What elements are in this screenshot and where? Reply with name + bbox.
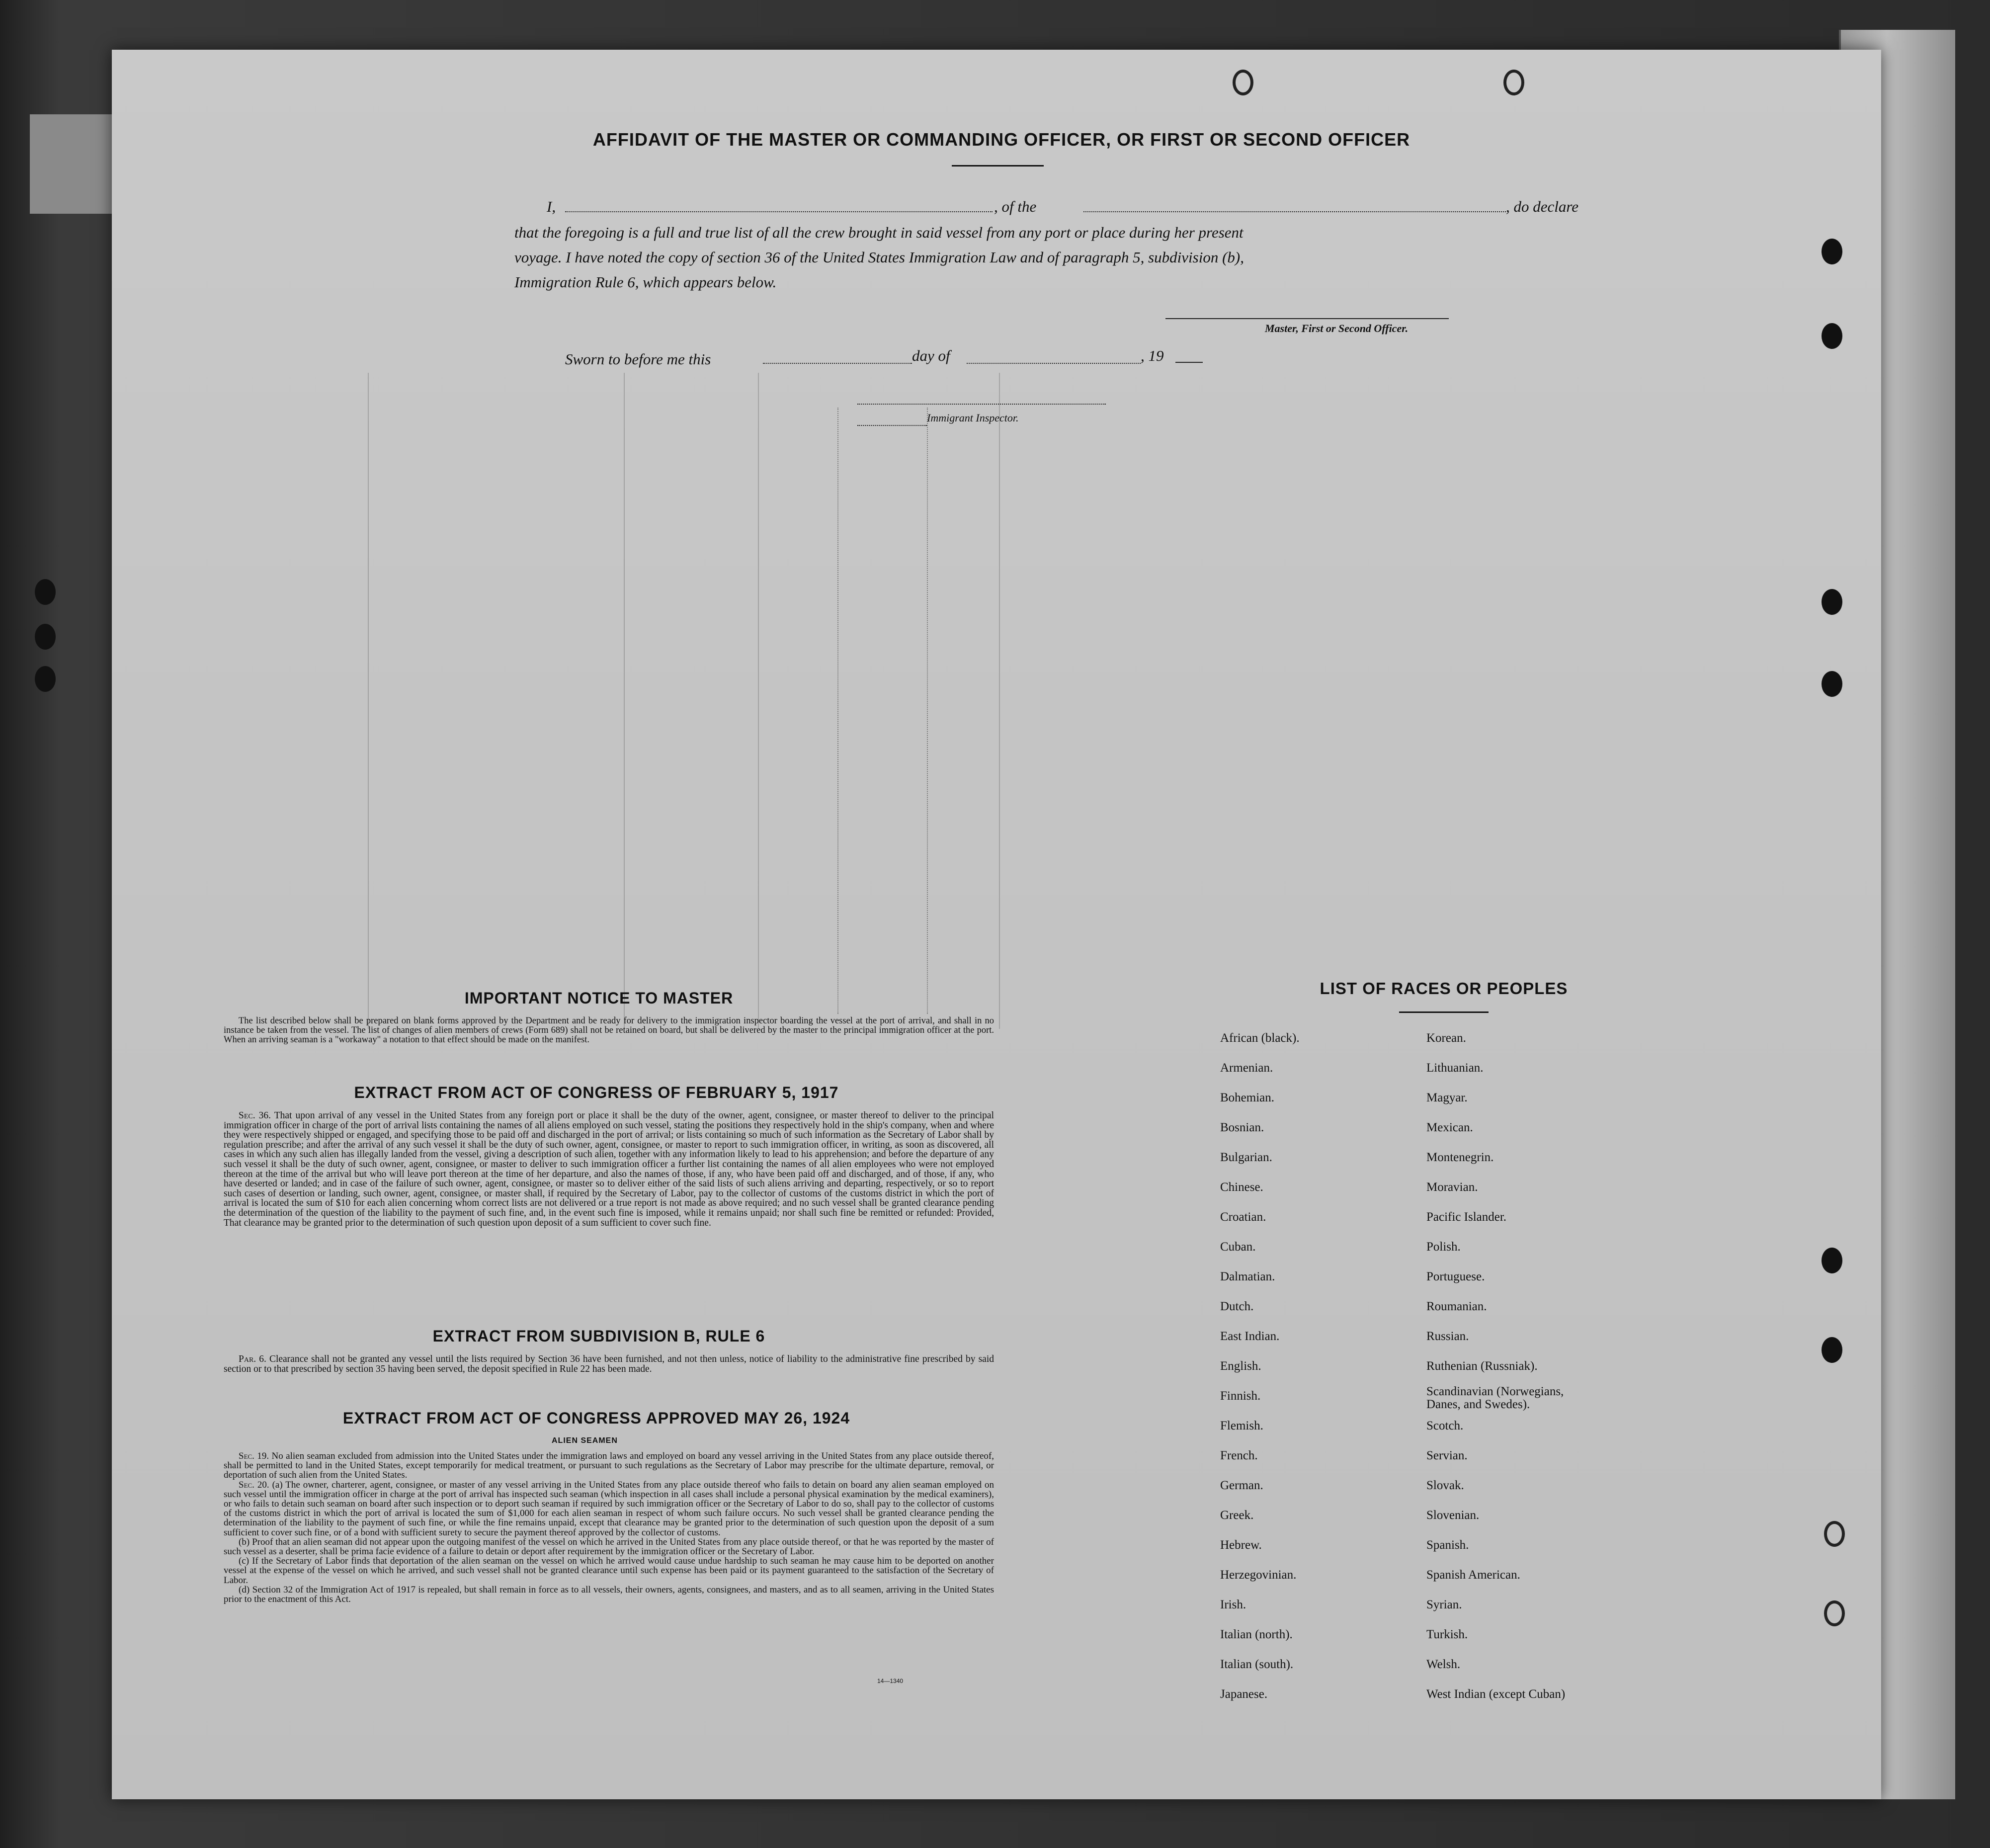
signature-line[interactable] [1165,318,1449,319]
section-lead: Sec. 19. [239,1451,269,1461]
punch-hole [1822,239,1842,264]
clause-lead: (c) [239,1556,249,1567]
paragraph-lead: Par. 6. [239,1354,266,1364]
race-item: Spanish. [1426,1538,1469,1552]
race-item: Spanish American. [1426,1568,1520,1582]
affidavit-body-line: Immigration Rule 6, which appears below. [514,273,777,291]
race-item: Japanese. [1220,1687,1268,1701]
race-item: Bulgarian. [1220,1151,1272,1164]
affidavit-body-line: that the foregoing is a full and true list of all the crew brought in said vessel from any port or place during her present [514,224,1244,241]
name-field-line[interactable] [565,211,993,212]
race-item: Herzegovinian. [1220,1568,1297,1582]
punch-hole [1822,1248,1842,1273]
race-item: Chinese. [1220,1180,1263,1194]
extract-rule6-title: EXTRACT FROM SUBDIVISION B, RULE 6 [432,1327,765,1345]
affidavit-i: I, [547,198,556,215]
affidavit-title: AFFIDAVIT OF THE MASTER OR COMMANDING OFFICER, OR FIRST OR SECOND OFFICER [592,129,1410,150]
section-19-text: No alien seaman excluded from admission into the United States under the immigration laws and employed on board any vessel arriving in the United States from any place outside thereof, shall be permitted to land in the United States, except temporarily for medical treatment, or pursuant to such regulations as the Secretary of Labor may prescribe for the ultimate departure, removal, or deportation of such alien from the United States. [224,1451,994,1481]
race-item: English. [1220,1359,1261,1373]
race-item: Irish. [1220,1598,1246,1611]
race-item: East Indian. [1220,1330,1280,1343]
inspector-short-line [857,425,927,426]
race-item: Cuban. [1220,1240,1256,1254]
bleed-through-rule [927,408,928,1014]
race-item: Pacific Islander. [1426,1210,1507,1224]
punch-hole [1824,1600,1845,1626]
binder-hole [35,579,56,605]
section-20c-text: If the Secretary of Labor finds that deportation of the alien seaman on the vessel on which he arrived would cause undue hardship to such seaman he may cause him to be deported on another vessel at the expense of the vessel on which he arrived, and such vessel shall not be granted clearance until such expense has been paid or its payment guaranteed to the satisfaction of the Secretary of Labor. [224,1556,995,1586]
race-item: Magyar. [1426,1091,1468,1104]
notice-text [224,1016,994,1044]
sworn-day-field[interactable] [763,363,912,364]
clause-lead: (b) [239,1536,250,1547]
race-item: Finnish. [1220,1389,1261,1403]
punch-hole [1822,671,1842,697]
race-item: Slovak. [1426,1479,1464,1492]
extract-1924-body [224,1451,994,1604]
race-item: Moravian. [1426,1180,1478,1194]
race-item: Ruthenian (Russniak). [1426,1359,1538,1373]
race-item: African (black). [1220,1031,1300,1045]
punch-hole [1822,323,1842,349]
race-item: Welsh. [1426,1658,1461,1671]
rule6-text: Clearance shall not be granted any vessel until the lists required by Section 36 have been furnished, and not then unless, notice of liability to the administrative fine prescribed by said section or to that prescribed by section 35 having been served, the deposit specified in Rule 22 has been made. [224,1354,994,1374]
race-item: Scandinavian (Norwegians, Danes, and Swedes). [1426,1385,1564,1411]
race-item: Dalmatian. [1220,1270,1275,1283]
vessel-field-line[interactable] [1083,211,1506,212]
race-item: Russian. [1426,1330,1469,1343]
title-underline [952,165,1044,167]
race-item: Mexican. [1426,1121,1473,1134]
punch-hole [1824,1521,1845,1547]
extract-1924-title: EXTRACT FROM ACT OF CONGRESS APPROVED MAY 26, 1924 [342,1409,850,1427]
affidavit-of-the: , of the [994,198,1037,215]
alien-seamen-subtitle: ALIEN SEAMEN [552,1436,618,1445]
sworn-prefix: Sworn to before me this [565,350,711,368]
signature-caption: Master, First or Second Officer. [1265,322,1409,335]
bleed-through-rule [999,373,1000,1029]
race-item: Servian. [1426,1449,1468,1462]
inspector-signature-line[interactable] [857,404,1106,405]
section-36-text: That upon arrival of any vessel in the United States from any foreign port or place it shall be the duty of the owner, agent, consignee, or master thereof to deliver to the principal immigration officer in charge of the port of arrival lists containing the names of all aliens employed on such vessel, stating the positions they respectively hold in the ship's company, when and where they were respectively shipped or engaged, and specifying those to be paid off and discharged in the port of arrival; or lists containing so much of such information as the Secretary of Labor shall by regulation prescribe; and after the arrival of any such vessel it shall be the duty of such owner, agent, consignee, or master to report to such immigration officer, in writing, as soon as discovered, all cases in which any such alien has illegally landed from the vessel, giving a description of such alien, together with any information likely to lead to his apprehension; and before the departure of any such vessel it shall be the duty of such owner, agent, consignee, or master to deliver to such immigration officer a further list containing the names of all alien employees who were not employed thereon at the time of the arrival but who will leave port thereon at the time of her departure, and also the names of those, if any, who have been paid off and discharged, and of those, if any, who have deserted or landed; and in case of the failure of such owner, agent, consignee, or master so to deliver either of the said lists of such aliens arriving and departing, respectively, or so to report such cases of desertion or landing, such owner, agent, consignee, or master shall, if required by the Secretary of Labor, pay to the collector of customs of the customs district in which the port of arrival is located the sum of $10 for each alien concerning whom correct lists are not delivered or a true report is not made as above required; and no such vessel shall be granted clearance pending the determination of the question of the liability to the payment of such fine, and, in the event such fine is imposed, while it remains unpaid; nor shall such fine be remitted or refunded: Provided, That clearance may be granted prior to the determination of such question upon deposit of a sum sufficient to cover such fine. [224,1110,994,1228]
race-item: Syrian. [1426,1598,1462,1611]
bleed-through-rule [758,373,759,1029]
race-item: Slovenian. [1426,1509,1480,1522]
races-title: LIST OF RACES OR PEOPLES [1320,979,1568,998]
form-number: 14—1340 [877,1678,904,1684]
notice-title: IMPORTANT NOTICE TO MASTER [464,989,734,1007]
race-item: Bosnian. [1220,1121,1264,1134]
race-item: Hebrew. [1220,1538,1262,1552]
extract-1917-title: EXTRACT FROM ACT OF CONGRESS OF FEBRUARY 5, 1917 [354,1084,839,1101]
bleed-through-rule [368,373,369,1029]
section-lead: Sec. 20. [239,1479,269,1490]
race-item: Montenegrin. [1426,1151,1494,1164]
section-20b-text: Proof that an alien seaman did not appear upon the outgoing manifest of the vessel on which he arrived in the United States from any place outside thereof, or that he was reported by the master of such vessel as a deserter, shall be prima facie evidence of a failure to detain or deport after requirement by the immigration officer or the Secretary of Labor. [224,1536,994,1557]
race-item: Roumanian. [1426,1300,1487,1313]
race-item: Scotch. [1426,1419,1464,1432]
races-title-underline [1399,1011,1489,1013]
race-item: West Indian (except Cuban) [1426,1687,1566,1701]
punch-hole [1503,70,1524,95]
notice-paragraph: The list described below shall be prepared on blank forms approved by the Department and be ready for delivery to the immigration inspector boarding the vessel at the port of arrival, and shall in no instance be taken from the vessel. The list of changes of alien members of crews (Form 689) shall not be retained on board, but shall be delivered by the master to the principal immigration officer at the port. When an arriving seaman is a "workaway" a notation to that effect should be made on the manifest. [224,1016,994,1045]
bleed-through-rule [837,408,838,1014]
race-item: Italian (south). [1220,1658,1294,1671]
binder-hole [35,666,56,692]
race-item: Bohemian. [1220,1091,1275,1104]
extract-1917-body [224,1111,994,1228]
race-item: Dutch. [1220,1300,1254,1313]
race-item: Flemish. [1220,1419,1263,1432]
left-strip [30,114,114,214]
inspector-caption: Immigrant Inspector. [927,412,1019,424]
punch-hole [1233,70,1253,95]
race-item: Polish. [1426,1240,1461,1254]
race-item: German. [1220,1479,1263,1492]
affidavit-body-line: voyage. I have noted the copy of section 36 of the United States Immigration Law and of paragraph 5, subdivision (b), [514,249,1244,266]
affidavit-do-declare: , do declare [1506,198,1579,215]
race-item: Portuguese. [1426,1270,1485,1283]
section-lead: Sec. 36. [239,1110,271,1121]
clause-lead: (d) [239,1584,250,1595]
section-20a-text: (a) The owner, charterer, agent, consignee, or master of any vessel arriving in the United States from any place outside thereof who fails to detain on board any alien seaman employed on such vessel until the immigration officer in charge at the port of arrival has inspected such seaman (which inspection in all cases shall include a personal physical examination by the medical examiners), or who fails to detain such seaman on board after such inspection or to deport such seaman if required by such immigration officer or the Secretary of Labor to do so, shall pay to the collector of customs of the customs district in which the port of arrival is located the sum of $1,000 for each alien seaman in respect of whom such failure occurs. No such vessel shall be granted clearance pending the determination of the liability to the payment of such fine, or while the fine remains unpaid, except that clearance may be granted prior to the determination of such question upon the deposit of a sum sufficient to cover such fine, or of a bond with sufficient surety to secure the payment thereof approved by the collector of customs. [224,1479,995,1538]
sworn-month-field[interactable] [967,363,1141,364]
race-item: Turkish. [1426,1628,1468,1641]
race-item: Italian (north). [1220,1628,1293,1641]
race-item: Greek. [1220,1509,1254,1522]
extract-rule6-body [224,1354,994,1374]
sworn-day-of: day of [912,347,950,364]
binder-hole [35,624,56,650]
race-item: Lithuanian. [1426,1061,1484,1075]
race-item: French. [1220,1449,1258,1462]
punch-hole [1822,1337,1842,1363]
bleed-through-rule [624,373,625,1029]
race-item: Korean. [1426,1031,1466,1045]
race-item: Armenian. [1220,1061,1273,1075]
document-page [112,50,1881,1799]
section-20d-text: Section 32 of the Immigration Act of 1917 is repealed, but shall remain in force as to all vessels, their owners, agents, consignees, and masters, and as to all seamen, arriving in the United States prior to the enactment of this Act. [224,1584,995,1605]
punch-hole [1822,589,1842,615]
race-item: Croatian. [1220,1210,1266,1224]
sworn-year: , 19 [1141,347,1164,364]
sworn-year-field[interactable] [1175,362,1203,363]
